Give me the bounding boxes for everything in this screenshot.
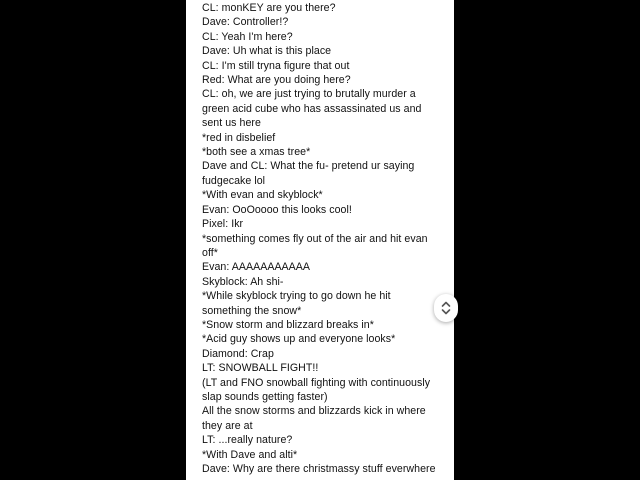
- text-line: Pixel: Ikr: [202, 218, 244, 231]
- text-line: *red in disbelief: [202, 131, 276, 144]
- text-line: Dave and CL: What the fu- pretend ur saying fudgecake lol: [202, 160, 415, 187]
- text-line: *With evan and skyblock*: [202, 189, 323, 202]
- text-line: Dave: Why are there christmassy stuff everwhere: [202, 463, 436, 475]
- text-line: *With Dave and alti*: [202, 448, 298, 461]
- text-line: *While skyblock trying to go down he hit something the snow*: [202, 290, 391, 317]
- text-line: *Snow storm and blizzard breaks in*: [202, 318, 374, 331]
- text-line: LT: SNOWBALL FIGHT!!: [202, 362, 319, 375]
- text-line: Red: What are you doing here?: [202, 74, 351, 87]
- text-line: LT: ...really nature?: [202, 434, 293, 447]
- text-line: CL: I'm still tryna figure that out: [202, 59, 350, 72]
- text-line: Evan: OoOoooo this looks cool!: [202, 203, 352, 216]
- text-line: CL: Yeah I'm here?: [202, 30, 293, 43]
- text-line: Skyblock: Ah shi-: [202, 275, 284, 288]
- text-line: (LT and FNO snowball fighting with continuously slap sounds getting faster): [202, 376, 431, 403]
- text-line: Diamond: Crap: [202, 347, 274, 360]
- text-line: *Acid guy shows up and everyone looks*: [202, 333, 396, 346]
- scroll-handle[interactable]: [434, 294, 458, 322]
- chevron-up-down-icon: [440, 299, 452, 317]
- text-line: Evan: AAAAAAAAAAA: [202, 261, 311, 274]
- text-line: Dave: Uh what is this place: [202, 45, 332, 58]
- document-page: [186, 0, 454, 480]
- text-line: Dave: Controller!?: [202, 16, 289, 29]
- story-text: [202, 1, 440, 476]
- text-line: All the snow storms and blizzards kick in where they are at: [202, 405, 426, 432]
- text-line: CL: monKEY are you there?: [202, 2, 336, 14]
- text-line: *both see a xmas tree*: [202, 146, 311, 159]
- text-line: *something comes fly out of the air and hit evan off*: [202, 232, 428, 259]
- text-line: CL: oh, we are just trying to brutally murder a green acid cube who has assassinated us and sent us here: [202, 88, 422, 130]
